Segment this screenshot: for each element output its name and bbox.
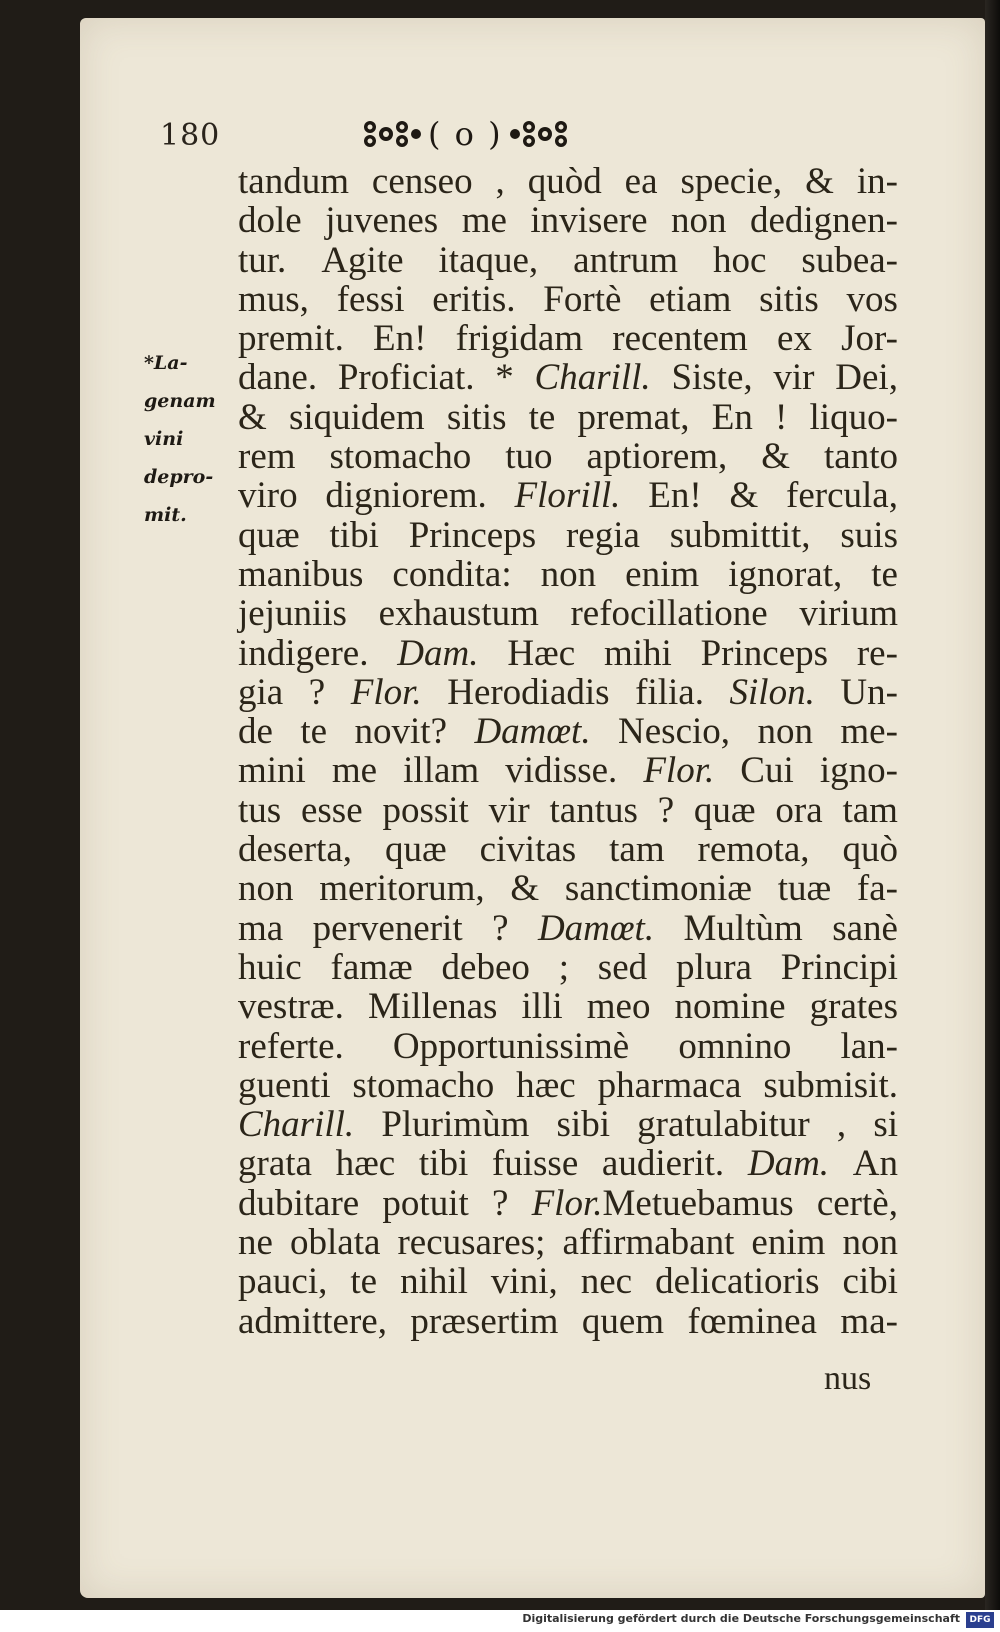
word: dedignen- (749, 200, 898, 242)
text-line (238, 162, 898, 201)
word: lan- (840, 1025, 898, 1067)
word: vini, (490, 1261, 558, 1303)
word: civitas (479, 829, 577, 871)
word: ? (492, 907, 509, 949)
word: , (836, 1104, 847, 1146)
word: fœminea (687, 1300, 817, 1342)
word: non (842, 1222, 898, 1264)
ornament-left-icon (360, 117, 422, 151)
word: si (873, 1104, 898, 1146)
word: premat, (577, 396, 690, 438)
word: vir (773, 357, 815, 399)
word: admittere, (238, 1300, 387, 1342)
word: possit (382, 789, 469, 831)
word: Multùm (683, 907, 803, 949)
book-edge (985, 0, 1000, 1610)
word: dubitare (238, 1182, 360, 1224)
word: eritis. (432, 278, 516, 320)
word: sanè (832, 907, 898, 949)
word: mihi (603, 632, 672, 674)
text-line (238, 830, 898, 869)
word: dane. (238, 357, 318, 399)
word: non (238, 868, 294, 910)
word: Agite (321, 239, 404, 281)
ornament-right-icon (509, 117, 571, 151)
text-line (238, 1223, 898, 1262)
word: remota, (697, 829, 810, 871)
running-head: ( o ) (428, 114, 503, 153)
word: gia (238, 671, 284, 713)
word: re- (856, 632, 898, 674)
word: antrum (573, 239, 678, 281)
word: & (238, 396, 267, 438)
text-line (238, 241, 898, 280)
text-line (238, 987, 898, 1026)
word: etiam (649, 278, 732, 320)
word: indigere. (238, 632, 369, 674)
word: tus (238, 789, 282, 831)
word: stomacho (352, 1064, 495, 1106)
word: specie, (680, 161, 783, 202)
word: tibi (329, 514, 379, 556)
word: debeo (441, 946, 530, 988)
word: jejuniis (238, 593, 347, 635)
word: omnino (678, 1025, 792, 1067)
word: hæc (335, 1143, 396, 1185)
word: ? (657, 789, 675, 831)
word: refocillatione (570, 593, 768, 635)
word: * (495, 357, 514, 399)
word: ora (775, 789, 823, 831)
word: non (757, 711, 813, 753)
word: referte. (238, 1025, 344, 1067)
word: ma (238, 907, 284, 949)
text-line (238, 712, 898, 751)
word: Hæc (507, 632, 576, 674)
word: meritorum, (319, 868, 485, 910)
word: Opportunissimè (392, 1025, 630, 1067)
word: pharmaca (597, 1064, 742, 1106)
word: delicatioris (655, 1261, 820, 1303)
word: pervenerit (312, 907, 463, 949)
text-line (238, 791, 898, 830)
word: te (528, 396, 556, 438)
text-line (238, 1262, 898, 1301)
word: Dei, (835, 357, 898, 399)
body-text (238, 162, 898, 1341)
page-number: 180 (160, 118, 221, 153)
word: vos (846, 278, 898, 320)
word: pauci, (238, 1261, 328, 1303)
text-line (238, 1184, 898, 1223)
word: Dam. (397, 632, 479, 674)
word: Principi (780, 946, 898, 988)
text-line (238, 1066, 898, 1105)
word: non (671, 200, 727, 242)
catchword: nus (824, 1360, 872, 1397)
text-line (238, 555, 898, 594)
word: hoc (712, 239, 767, 281)
word: huic (238, 946, 302, 988)
word: aptiorem, (586, 436, 728, 478)
word: vir (488, 789, 530, 831)
word: & (510, 868, 540, 910)
word: Millenas (367, 986, 498, 1028)
word: deserta, (238, 829, 353, 871)
word: juvenes (325, 200, 439, 242)
word: illam (403, 750, 480, 792)
word: fessi (336, 278, 405, 320)
word: Nescio, (618, 711, 731, 753)
word: digniorem. (325, 475, 487, 517)
word: censeo (371, 161, 473, 202)
word: mini (238, 750, 306, 792)
word: Flor. (643, 750, 715, 792)
word: Herodiadis (447, 671, 610, 713)
word: affirmabant (562, 1222, 735, 1264)
word: nomine (674, 986, 786, 1028)
word: nihil (400, 1261, 468, 1303)
text-line (238, 673, 898, 712)
word: ignorat, (728, 553, 843, 595)
word: recentem (612, 318, 748, 360)
word: tam (609, 829, 665, 871)
word: Damœt. (474, 711, 591, 753)
text-line (238, 1302, 898, 1341)
word: famæ (330, 946, 413, 988)
word: tur. (238, 239, 287, 281)
word: grates (809, 986, 898, 1028)
word: te (871, 553, 898, 595)
word: submisit. (763, 1064, 898, 1106)
dfg-logo: DFG (966, 1612, 994, 1628)
margin-note-line: mit. (144, 504, 187, 526)
word: te (300, 711, 328, 753)
text-line (238, 319, 898, 358)
word: Un- (840, 671, 898, 713)
word: Fortè (543, 278, 622, 320)
word: de (238, 711, 273, 753)
margin-note-line: depro- (144, 466, 214, 488)
word: virium (799, 593, 898, 635)
word: recusares; (397, 1222, 546, 1264)
text-line (238, 594, 898, 633)
word: esse (300, 789, 363, 831)
word: cibi (842, 1261, 898, 1303)
word: mus, (238, 278, 309, 320)
word: tandum (238, 161, 349, 202)
word: tantus (549, 789, 638, 831)
text-line (238, 437, 898, 476)
word: vidisse. (505, 750, 618, 792)
word: sibi (556, 1104, 610, 1146)
word: plura (675, 946, 752, 988)
word: guenti (238, 1064, 331, 1106)
word: grata (238, 1143, 312, 1185)
word: me (331, 750, 378, 792)
word: submittit, (669, 514, 811, 556)
word: nec (580, 1261, 633, 1303)
word: Cui (740, 750, 794, 792)
word: ; (558, 946, 569, 988)
word: Plurimùm (381, 1104, 530, 1146)
word: quòd (527, 161, 602, 202)
text-line (238, 280, 898, 319)
word: An (852, 1143, 898, 1185)
word: subea- (801, 239, 898, 281)
text-line (238, 476, 898, 515)
margin-note-line: genam (144, 390, 216, 412)
word: tuæ (777, 868, 832, 910)
word: En (711, 396, 753, 438)
word: certè, (816, 1182, 898, 1224)
word: tuo (505, 436, 553, 478)
word: sed (597, 946, 648, 988)
footer-credit: Digitalisierung gefördert durch die Deutsche Forschungsgemeinschaft (522, 1612, 960, 1625)
word: novit? (354, 711, 447, 753)
margin-note-line: vini (144, 428, 184, 450)
word: & (729, 475, 759, 517)
text-line (238, 358, 898, 397)
word: illi (521, 986, 563, 1028)
word: dole (238, 200, 302, 242)
word: Silon. (729, 671, 815, 713)
running-head-ornament (360, 108, 571, 153)
word: Flor.Metuebamus (531, 1182, 794, 1224)
word: potuit (382, 1182, 469, 1224)
word: Damœt. (537, 907, 655, 949)
word: vestræ. (238, 986, 344, 1028)
word: Proficiat. (337, 357, 475, 399)
text-line (238, 1105, 898, 1144)
word: En! (648, 475, 702, 517)
word: sanctimoniæ (564, 868, 752, 910)
word: igno- (819, 750, 898, 792)
text-line (238, 201, 898, 240)
word: meo (586, 986, 651, 1028)
text-line (238, 909, 898, 948)
word: fercula, (786, 475, 898, 517)
word: ? (308, 671, 326, 713)
word: enim (751, 1222, 826, 1264)
word: tibi (418, 1143, 469, 1185)
margin-note-line: *La- (144, 352, 188, 374)
word: siquidem (288, 396, 425, 438)
text-line (238, 751, 898, 790)
text-line (238, 1144, 898, 1183)
word: enim (625, 553, 700, 595)
page-header (160, 108, 860, 152)
word: gratulabitur (637, 1104, 810, 1146)
word: manibus (238, 553, 364, 595)
word: sitis (759, 278, 819, 320)
word: ne (238, 1222, 273, 1264)
word: te (350, 1261, 378, 1303)
word: fuisse (491, 1143, 579, 1185)
word: in- (856, 161, 898, 202)
text-line (238, 516, 898, 555)
word: me (461, 200, 507, 242)
word: Florill. (514, 475, 621, 517)
word: Flor. (350, 671, 422, 713)
word: ex (777, 318, 812, 360)
word: me- (840, 711, 898, 753)
word: suis (840, 514, 898, 556)
word: oblata (290, 1222, 381, 1264)
word: rem (238, 436, 296, 478)
word: ! (775, 396, 788, 438)
word: & (805, 161, 834, 202)
word: audierit. (601, 1143, 725, 1185)
footer (0, 1610, 1000, 1632)
marginal-note (144, 344, 228, 534)
word: quæ (384, 829, 447, 871)
word: Siste, (671, 357, 753, 399)
word: stomacho (329, 436, 472, 478)
text-line (238, 398, 898, 437)
word: regia (565, 514, 640, 556)
text-line (238, 948, 898, 987)
word: En! (373, 318, 427, 360)
text-line (238, 869, 898, 908)
word: filia. (635, 671, 704, 713)
word: Jor- (841, 318, 898, 360)
word: premit. (238, 318, 344, 360)
word: Princeps (408, 514, 537, 556)
word: ma- (840, 1300, 898, 1342)
word: Charill. (534, 357, 651, 399)
word: quæ (693, 789, 756, 831)
word: itaque, (438, 239, 539, 281)
text-line (238, 634, 898, 673)
word: tam (842, 789, 898, 831)
word: liquo- (809, 396, 898, 438)
word: quò (842, 829, 898, 871)
text-line (238, 1027, 898, 1066)
word: Princeps (700, 632, 829, 674)
word: præsertim (410, 1300, 559, 1342)
word: fa- (856, 868, 898, 910)
word: ea (624, 161, 658, 202)
word: Charill. (238, 1104, 355, 1146)
word: exhaustum (378, 593, 539, 635)
word: ? (491, 1182, 509, 1224)
word: hæc (516, 1064, 576, 1106)
word: tanto (824, 436, 898, 478)
word: quem (581, 1300, 665, 1342)
word: sitis (446, 396, 507, 438)
word: , (495, 161, 505, 202)
word: non (540, 553, 597, 595)
word: Dam. (747, 1143, 830, 1185)
word: invisere (530, 200, 648, 242)
word: quæ (238, 514, 300, 556)
word: condita: (392, 553, 512, 595)
word: viro (238, 475, 298, 517)
word: frigidam (455, 318, 584, 360)
word: & (761, 436, 791, 478)
